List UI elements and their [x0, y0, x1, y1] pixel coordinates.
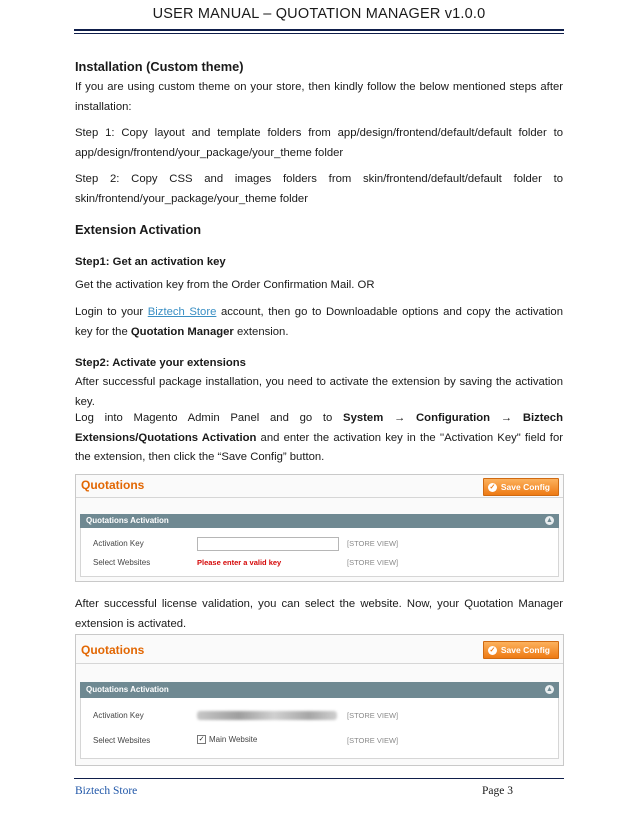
- save-config-label: Save Config: [500, 482, 550, 492]
- save-config-label: Save Config: [500, 645, 550, 655]
- footer-page-number: Page 3: [482, 785, 513, 797]
- title-divider: [76, 663, 563, 664]
- login-middle: account, then go to Downloadable options and copy the activation key for the: [75, 306, 563, 338]
- step1-text: Get the activation key from the Order Confirmation Mail. OR: [75, 279, 375, 291]
- main-website-checkbox[interactable]: ✓: [198, 736, 205, 743]
- save-config-button[interactable]: [483, 641, 559, 659]
- screenshot-activation-empty: [75, 474, 564, 582]
- select-websites-label: Select Websites: [93, 558, 151, 567]
- header-rule-thin: [74, 33, 564, 34]
- main-website-option[interactable]: [197, 735, 257, 744]
- activation-key-input[interactable]: [197, 537, 339, 551]
- footer-rule: [74, 778, 564, 779]
- header-rule: [74, 29, 564, 31]
- collapse-icon[interactable]: ▲: [546, 686, 553, 693]
- fieldset-body: [80, 698, 559, 759]
- save-icon: ✓: [489, 483, 496, 491]
- footer-company: Biztech Store: [75, 785, 138, 797]
- fieldset-title: Quotations Activation: [86, 516, 169, 525]
- screenshot-activation-valid: [75, 634, 564, 766]
- fieldset-title: Quotations Activation: [86, 685, 169, 694]
- installation-step-2: Step 2: Copy CSS and images folders from skin/frontend/default/default folder to skin/frontend/your_package/your_theme folder: [75, 173, 563, 205]
- fieldset-header[interactable]: [80, 514, 559, 528]
- log-bold: System → Configuration → Biztech Extensions/Quotations Activation: [75, 412, 563, 444]
- activation-heading: Extension Activation: [75, 222, 202, 237]
- activation-key-scope: [STORE VIEW]: [347, 539, 399, 548]
- page-header-title: USER MANUAL – QUOTATION MANAGER v1.0.0: [152, 6, 486, 22]
- login-suffix: extension.: [233, 325, 289, 338]
- activation-key-blurred-value[interactable]: [197, 711, 337, 720]
- select-websites-scope: [STORE VIEW]: [347, 736, 399, 745]
- key-error-message: Please enter a valid key: [197, 558, 282, 567]
- biztech-store-link[interactable]: Biztech Store: [147, 306, 217, 318]
- login-paragraph: [75, 303, 563, 342]
- quotations-title: Quotations: [81, 478, 145, 492]
- installation-step-1: Step 1: Copy layout and template folders from app/design/frontend/default/default folder to app/design/frontend/your_package/your_theme folder: [75, 127, 563, 159]
- title-divider: [76, 497, 563, 498]
- log-suffix: and enter the activation key in the ''Activation Key" field for the extension, then click the “Save Config” button.: [75, 431, 563, 463]
- login-bold: Quotation Manager: [130, 325, 234, 338]
- log-prefix: Log into Magento Admin Panel and go to: [75, 412, 344, 424]
- quotations-title: Quotations: [81, 643, 145, 657]
- save-config-button[interactable]: [483, 478, 559, 496]
- installation-intro: If you are using custom theme on your store, then kindly follow the below mentioned steps after installation:: [75, 81, 563, 113]
- fieldset-body: [80, 528, 559, 577]
- step2-text: After successful package installation, you need to activate the extension by saving the activation key.: [75, 376, 563, 408]
- installation-heading: Installation (Custom theme): [75, 59, 244, 74]
- activation-key-label: Activation Key: [93, 711, 144, 720]
- activation-key-label: Activation Key: [93, 539, 144, 548]
- log-paragraph: [75, 409, 563, 468]
- step1-heading: Step1: Get an activation key: [75, 256, 226, 268]
- select-websites-label: Select Websites: [93, 736, 151, 745]
- select-websites-scope: [STORE VIEW]: [347, 558, 399, 567]
- login-prefix: Login to your: [75, 306, 148, 318]
- collapse-icon[interactable]: ▲: [546, 517, 553, 524]
- step2-heading: Step2: Activate your extensions: [75, 357, 246, 369]
- after-validation-text: After successful license validation, you can select the website. Now, your Quotation Manager extension is activated.: [75, 598, 563, 630]
- fieldset-header[interactable]: [80, 682, 559, 698]
- main-website-label: Main Website: [209, 735, 258, 744]
- save-icon: ✓: [489, 646, 496, 654]
- activation-key-scope: [STORE VIEW]: [347, 711, 399, 720]
